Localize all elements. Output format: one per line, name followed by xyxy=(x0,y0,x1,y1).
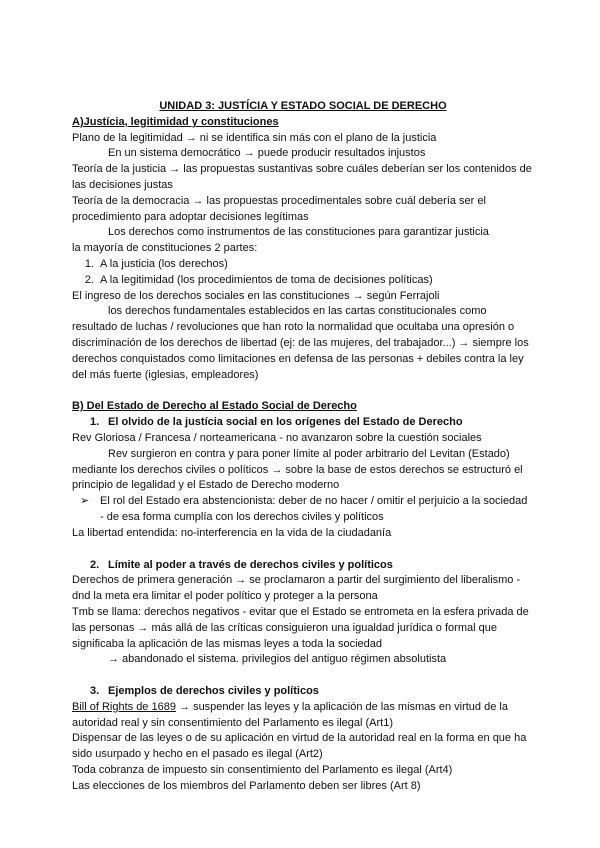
paragraph: → abandonado el sistema. privilegios del antiguo régimen absolutista xyxy=(108,653,447,666)
arrow-bullet-icon: ➢ xyxy=(80,495,90,508)
list-text: A la legitimidad (los procedimientos de toma de decisiones políticas) xyxy=(100,273,433,286)
bill-of-rights-reference: Bill of Rights de 1689 xyxy=(72,700,176,713)
paragraph: la mayoría de constituciones 2 partes: xyxy=(72,242,258,255)
subsection-title: El olvido de la justícia social en los orígenes del Estado de Derecho xyxy=(108,416,463,429)
paragraph: Plano de la legitimidad → ni se identifica sin más con el plano de la justicia xyxy=(72,131,437,144)
paragraph: Toda cobranza de impuesto sin consentimiento del Parlamento es ilegal (Art4) xyxy=(72,764,453,777)
document-content xyxy=(72,99,534,795)
subsection-number: 3. xyxy=(90,685,100,698)
section-b-heading: B) Del Estado de Derecho al Estado Social de Derecho xyxy=(72,400,357,413)
subsection-heading xyxy=(72,415,534,431)
subsection-heading xyxy=(72,558,534,574)
list-number: 2. xyxy=(84,273,94,286)
paragraph: Tmb se llama: derechos negativos - evitar que el Estado se entrometa en la esfera privada de las personas → más allá de las críticas consiguieron una igualdad jurídica o formal que significaba la aplicación de las mismas leyes a toda la sociedad xyxy=(72,605,529,650)
subsection-number: 2. xyxy=(90,558,100,571)
bullet-item xyxy=(72,494,534,526)
paragraph-text: → suspender las leyes y la aplicación de las mismas en virtud de la autoridad real y sin consentimiento del Parlamento es ilegal (Art1) xyxy=(72,700,508,729)
list-text: A la justicia (los derechos) xyxy=(100,257,228,270)
section-a-heading: A)Justícia, legitimidad y constituciones xyxy=(72,115,279,128)
list-number: 1. xyxy=(84,257,94,270)
paragraph: Teoría de la justicia → las propuestas sustantivas sobre cuáles deberían ser los contenidos de las decisiones justas xyxy=(72,163,532,191)
paragraph: los derechos fundamentales establecidos en las cartas constitucionales como resultado de luchas / revoluciones que han roto la normalidad que ocultaba una opresión o discriminación de los derechos de libertad (ej: de las mujeres, del trabajador...) → siempre los derechos conquistados como limitaciones en defensa de las personas + debiles contra la ley del más fuerte (iglesias, empleadores) xyxy=(72,305,529,381)
subsection-heading xyxy=(72,684,534,700)
subsection-title: Límite al poder a través de derechos civiles y políticos xyxy=(108,558,393,571)
page-title: UNIDAD 3: JUSTÍCIA Y ESTADO SOCIAL DE DERECHO xyxy=(159,100,447,112)
paragraph: Las elecciones de los miembros del Parlamento deben ser libres (Art 8) xyxy=(72,779,421,792)
subsection-title: Ejemplos de derechos civiles y políticos xyxy=(108,685,319,698)
paragraph: Derechos de primera generación → se proclamaron a partir del surgimiento del liberalismo - dnd la meta era limitar el poder político y proteger a la persona xyxy=(72,574,521,603)
paragraph: En un sistema democrático → puede producir resultados injustos xyxy=(108,147,426,160)
paragraph: Rev surgieron en contra y para poner límite al poder arbitrario del Levitan (Estado) mediante los derechos civiles o políticos → sobre la base de estos derechos se estructuró el principio de legalidad y el Estado de Derecho moderno xyxy=(72,447,523,492)
numbered-list-item xyxy=(72,273,534,289)
paragraph: El ingreso de los derechos sociales en las constituciones → según Ferrajoli xyxy=(72,289,440,302)
subsection-number: 1. xyxy=(90,416,100,429)
paragraph xyxy=(72,700,534,732)
paragraph: La libertad entendida: no-interferencia en la vida de la ciudadanía xyxy=(72,526,392,539)
numbered-list-item xyxy=(72,257,534,273)
paragraph: Rev Gloriosa / Francesa / norteamericana - no avanzaron sobre la cuestión sociales xyxy=(72,431,482,444)
paragraph: Dispensar de las leyes o de su aplicación en virtud de la autoridad real en la forma en que ha sido usurpado y hecho en el pasado es ilegal (Art2) xyxy=(72,732,527,761)
paragraph: Los derechos como instrumentos de las constituciones para garantizar justicia xyxy=(108,226,489,239)
bullet-text: El rol del Estado era abstencionista: deber de no hacer / omitir el perjuicio a la sociedad - de esa forma cumplía con los derechos civiles y políticos xyxy=(100,495,528,523)
paragraph: Teoría de la democracia → las propuestas procedimentales sobre cuál debería ser el procedimiento para adoptar decisiones legítimas xyxy=(72,194,486,223)
